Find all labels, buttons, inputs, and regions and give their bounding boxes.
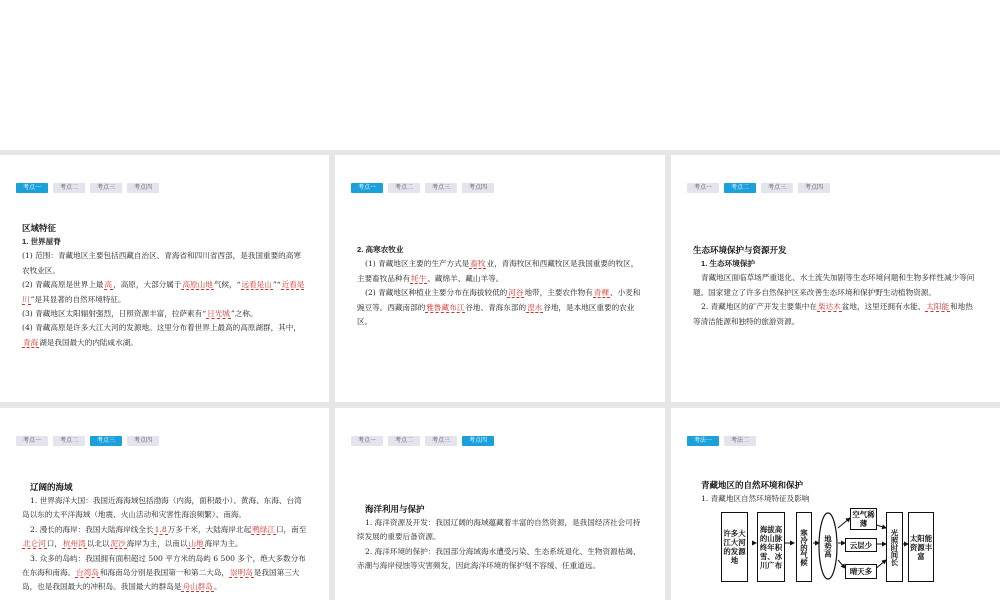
subsection-title: 1. 青藏地区自然环境特征及影响: [701, 494, 810, 503]
tab-kaodian-3[interactable]: 考点三: [425, 183, 457, 193]
tab-kaodian-3[interactable]: 考点三: [761, 183, 793, 193]
paragraph: 2. 海洋环境的保护：我国部分海域海水遭受污染、生态系统退化、生物资源枯竭、赤潮与海岸侵蚀等灾害频发，因此海洋环境的保护刻不容缓、任重道远。: [357, 546, 641, 571]
section-title: 生态环境保护与资源开发: [693, 245, 787, 255]
blank-top-area: [0, 0, 1000, 150]
paragraph: (2) 青藏地区种植业主要分布在海拔较低的河谷地带，主要农作物有青稞、小麦和豌豆等。西藏南部的雅鲁藏布江谷地、青海东部的湟水谷地，是本地区重要的农业区。: [357, 288, 641, 327]
box-solar-rich: 太阳能资源丰富: [908, 512, 934, 582]
arrow: [838, 560, 845, 568]
tab-kaodian-4[interactable]: 考点四: [798, 183, 830, 193]
subsection-title: 2. 高寒农牧业: [357, 245, 404, 254]
slide-region-features[interactable]: [0, 155, 329, 402]
tab-kaodian-1[interactable]: 考点一: [16, 183, 48, 193]
answer-blank: 高: [104, 280, 113, 290]
tab-bar: [351, 183, 494, 193]
tab-kaodian-2[interactable]: 考点二: [388, 183, 420, 193]
section-title: 青藏地区的自然环境和保护: [701, 480, 804, 490]
paragraph: 3. 众多的岛屿：我国拥有面积超过 500 平方米的岛屿 6 500 多个，绝大多数分布在东海和南海。台湾岛和海南岛分别是我国第一和第二大岛，崇明岛是我国第三大岛，也是我国最大的冲积岛。我国最大的群岛是舟山群岛。: [22, 553, 306, 592]
answer-blank: 1.8: [154, 524, 167, 534]
slide-content: [357, 502, 643, 574]
box-high-terrain: 地势高: [823, 534, 833, 558]
answer-blank: 舟山群岛: [182, 582, 213, 592]
tab-kaofa-1[interactable]: 考法一: [687, 436, 719, 446]
tab-bar: [16, 436, 159, 446]
answer-blank: 鸭绿江: [252, 524, 275, 534]
slide-content: [22, 480, 307, 595]
answer-blank: 河谷: [508, 288, 524, 298]
tab-kaodian-1[interactable]: 考点一: [687, 183, 719, 193]
tab-kaodian-3[interactable]: 考点三: [90, 183, 122, 193]
tab-kaodian-1[interactable]: 考点一: [351, 183, 383, 193]
tab-kaodian-2[interactable]: 考点二: [53, 183, 85, 193]
answer-blank: 湟水: [527, 302, 543, 312]
answer-blank: 山地: [188, 539, 204, 549]
answer-blank: 牦牛: [411, 273, 427, 283]
tab-kaodian-3[interactable]: 考点三: [90, 436, 122, 446]
arrow: [838, 518, 850, 528]
slide-content: [357, 243, 643, 329]
paragraph: (4) 青藏高原是许多大江大河的发源地。这里分布着世界上最高的高原湖群，其中，青海湖是我国最大的内陆咸水湖。: [22, 323, 301, 347]
tab-kaodian-4[interactable]: 考点四: [127, 183, 159, 193]
slide-content: [701, 478, 978, 506]
tab-bar: [687, 436, 756, 446]
slide-content: [693, 243, 978, 329]
paragraph: (3) 青藏地区太阳辐射强烈，日照资源丰富，拉萨素有“日光城”之称。: [22, 309, 258, 319]
answer-blank: 太阳能: [926, 302, 950, 312]
tab-bar: [687, 183, 830, 193]
tab-kaodian-4[interactable]: 考点四: [462, 183, 494, 193]
box-river-source: 许多大江大河的发源地: [721, 512, 748, 582]
paragraph: (1) 范围：青藏地区主要包括西藏自治区、青海省和四川省西部，是我国重要的高寒农牧业区。: [22, 251, 301, 275]
box-thin-air: 空气稀薄: [850, 508, 877, 530]
paragraph: 1. 海洋资源及开发：我国辽阔的海域蕴藏着丰富的自然资源，是我国经济社会可持续发展的重要后备资源。: [357, 518, 641, 542]
paragraph: 2. 漫长的海岸：我国大陆海岸线全长1.8万多千米，大陆海岸北起鸭绿江口，南至北仑河口，杭州湾以北以泥沙海岸为主，以南以山地海岸为主。: [23, 524, 307, 549]
answer-blank: 柴达木: [817, 302, 841, 312]
section-title: 辽阔的海域: [30, 482, 73, 492]
answer-blank: 北仑河: [23, 539, 46, 549]
paragraph: 1. 世界海洋大国：我国近海海域包括渤海（内海，面积最小）、黄海、东海、台湾岛以东的太平洋海域（地震、火山活动和灾害性海浪频繁）、南海。: [22, 496, 302, 520]
answer-blank: 雅鲁藏布江: [426, 302, 465, 312]
tab-kaodian-2[interactable]: 考点二: [53, 436, 85, 446]
paragraph: (1) 青藏地区主要的生产方式是畜牧业，青海牧区和西藏牧区是我国重要的牧区，主要畜牧品种有牦牛、藏绵羊、藏山羊等。: [357, 259, 639, 283]
slide-sea-area[interactable]: [0, 408, 329, 600]
tab-kaofa-2[interactable]: 考法二: [724, 436, 756, 446]
box-long-sunshine: 光照时间长: [886, 512, 903, 582]
slide-ocean-use[interactable]: [335, 408, 665, 600]
slide-content: [22, 221, 307, 350]
slide-farming-herding[interactable]: [335, 155, 665, 402]
tab-kaodian-3[interactable]: 考点三: [425, 436, 457, 446]
section-title: 海洋利用与保护: [365, 504, 425, 514]
box-sunny-days: 晴天多: [845, 564, 877, 579]
answer-blank: 杭州湾: [62, 539, 86, 549]
answer-blank: 远看是山: [241, 280, 272, 290]
flow-diagram: [721, 508, 933, 590]
answer-blank: 近看是川: [22, 280, 305, 304]
answer-blank: 青海: [23, 337, 39, 347]
box-few-clouds: 云层少: [845, 538, 877, 552]
tab-bar: [351, 436, 494, 446]
tab-kaodian-1[interactable]: 考点一: [351, 436, 383, 446]
paragraph: 2. 青藏地区的矿产开发主要集中在柴达木盆地，这里还拥有水能、太阳能和地热等清洁能源和独特的旅游资源。: [693, 302, 973, 326]
paragraph: (2) 青藏高原是世界上最高，高原，大部分属于高原山地气候，“远看是山”“近看是川”是其显著的自然环境特征。: [22, 280, 305, 304]
slide-qingzang-diagram[interactable]: [671, 408, 1000, 600]
box-cold-climate: 寒冷的气候: [796, 512, 812, 582]
section-title: 区域特征: [22, 223, 57, 233]
answer-blank: 崇明岛: [230, 568, 253, 578]
subsection-title: 1. 生态环境保护: [701, 259, 756, 268]
tab-kaodian-2[interactable]: 考点二: [388, 436, 420, 446]
answer-blank: 畜牧: [470, 259, 486, 269]
box-snow-glacier: 海拔高的山脉终年积雪、冰川广布: [757, 512, 785, 582]
subsection-title: 1. 世界屋脊: [22, 237, 61, 246]
answer-blank: 青稞: [593, 288, 609, 298]
answer-blank: 泥沙: [110, 539, 126, 549]
slide-eco-protection[interactable]: [671, 155, 1000, 402]
tab-kaodian-1[interactable]: 考点一: [16, 436, 48, 446]
answer-blank: 台湾岛: [76, 568, 99, 578]
answer-blank: 高原山地: [182, 280, 213, 290]
paragraph: 青藏地区面临草场严重退化、水土流失加剧等生态环境问题和生物多样性减少等问题。国家建立了许多自然保护区来改善生态环境和保护野生动植物资源。: [693, 273, 975, 297]
answer-blank: 日光城: [207, 309, 230, 319]
tab-kaodian-4[interactable]: 考点四: [127, 436, 159, 446]
tab-bar: [16, 183, 159, 193]
tab-kaodian-4[interactable]: 考点四: [462, 436, 494, 446]
tab-kaodian-2[interactable]: 考点二: [724, 183, 756, 193]
